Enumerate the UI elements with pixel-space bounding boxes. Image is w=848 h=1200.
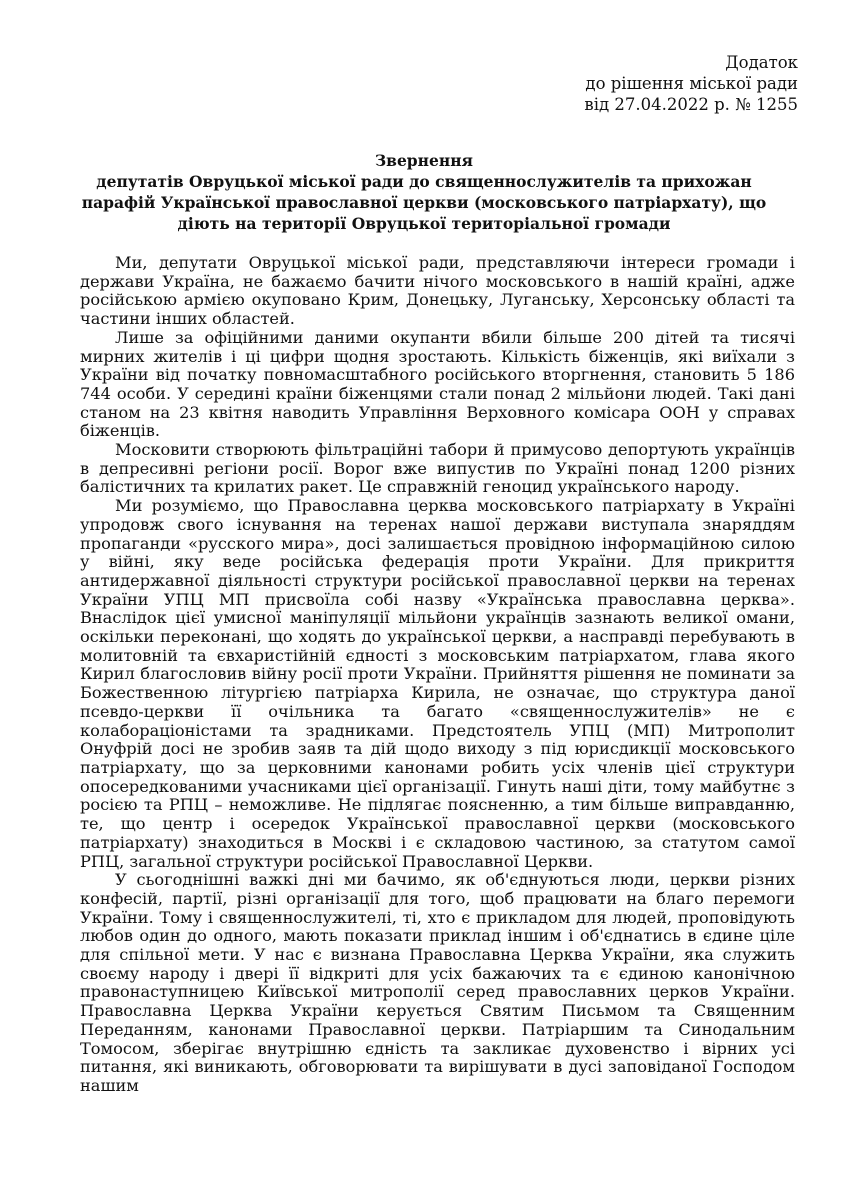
addendum-date-number: від 27.04.2022 р. № 1255 [584,95,798,114]
paragraph-5: У сьогоднішні важкі дні ми бачимо, як об'єднуються люди, церкви різних конфесій, партії, різні організації для того, щоб працювати на благо перемоги України. Тому і священнослужителі, ті, хто є прикладом для людей, проповідують любов один до одного, мають показати приклад іншим і об'єднатись в єдине ціле для спільної мети. У нас є визнана Православна Церква України, яка служить своєму народу і двері її відкриті для усіх бажаючих та є єдиною канонічною правонаступницею Київської митрополії серед православних церков України. Православна Церква України керується Святим Письмом та Священним Переданням, канонами Православної церкви. Патріаршим та Синодальним Томосом, зберігає внутрішню єдність та закликає духовенство і вірних усі питання, які виникають, обговорювати та вирішувати в дусі заповіданої Господом нашим [80,870,795,1095]
title-line-3: парафій Української православної церкви (московського патріархату), що [81,193,767,212]
title-line-1: Звернення [375,151,473,170]
addendum-label: Додаток [725,53,798,72]
paragraph-1: Ми, депутати Овруцької міської ради, представляючи інтереси громади і держави Україна, не бажаємо бачити нічого московського в нашій країні, адже російською армією окуповано Крим, Донецьку, Луганську, Херсонську області та частини інших областей. [80,253,795,329]
paragraph-3: Московити створюють фільтраційні табори й примусово депортують українців в депресивні регіони росії. Ворог вже випустив по Україні понад 1200 різних балістичних та крилатих ракет. Це справжній геноцид українського народу. [80,440,795,497]
document-title [80,150,768,234]
addendum-decision: до рішення міської ради [585,74,798,93]
title-line-2: депутатів Овруцької міської ради до священнослужителів та прихожан [96,172,752,191]
title-line-4: діють на території Овруцької територіальної громади [177,214,671,233]
document-body [80,254,795,1096]
paragraph-4: Ми розуміємо, що Православна церква московського патріархату в Україні упродовж свого існування на теренах нашої держави виступала знаряддям пропаганди «русского мира», досі залишається провідною інформаційною силою у війні, яку веде російська федерація проти України. Для прикриття антидержавної діяльності структури російської православної церкви на теренах України УПЦ МП присвоїла собі назву «Українська православна церква». Внаслідок цієї умисної маніпуляції мільйони українців зазнають великої омани, оскільки переконані, що ходять до української церкви, а насправді перебувають в молитовній та євхаристійній єдності з московським патріархатом, глава якого Кирил благословив війну росії проти України. Прийняття рішення не поминати за Божественною літургією патріарха Кирила, не означає, що структура даної псевдо-церкви її очільника та багато «священнослужителів» не є колабораціоністами та зрадниками. Предстоятель УПЦ (МП) Митрополит Онуфрій досі не зробив заяв та дій щодо виходу з під юрисдикції московського патріархату, що за церковними канонами робить усіх членів цієї структури опосередкованими учасниками цієї організації. Гинуть наші діти, тому майбутнє з росією та РПЦ – неможливе. Не підлягає поясненню, а тим більше виправданню, те, що центр і осередок Української православної церкви (московського патріархату) знаходиться в Москві і є складовою частиною, за статутом самої РПЦ, загальної структури російської Православної Церкви. [80,496,795,871]
paragraph-2: Лише за офіційними даними окупанти вбили більше 200 дітей та тисячі мирних жителів і ці цифри щодня зростають. Кількість біженців, які виїхали з України від початку повномасштабного російського вторгнення, становить 5 186 744 особи. У середині країни біженцями стали понад 2 мільйони людей. Такі дані станом на 23 квітня наводить Управління Верховного комісара ООН у справах біженців. [80,327,795,441]
addendum-header [584,52,798,115]
